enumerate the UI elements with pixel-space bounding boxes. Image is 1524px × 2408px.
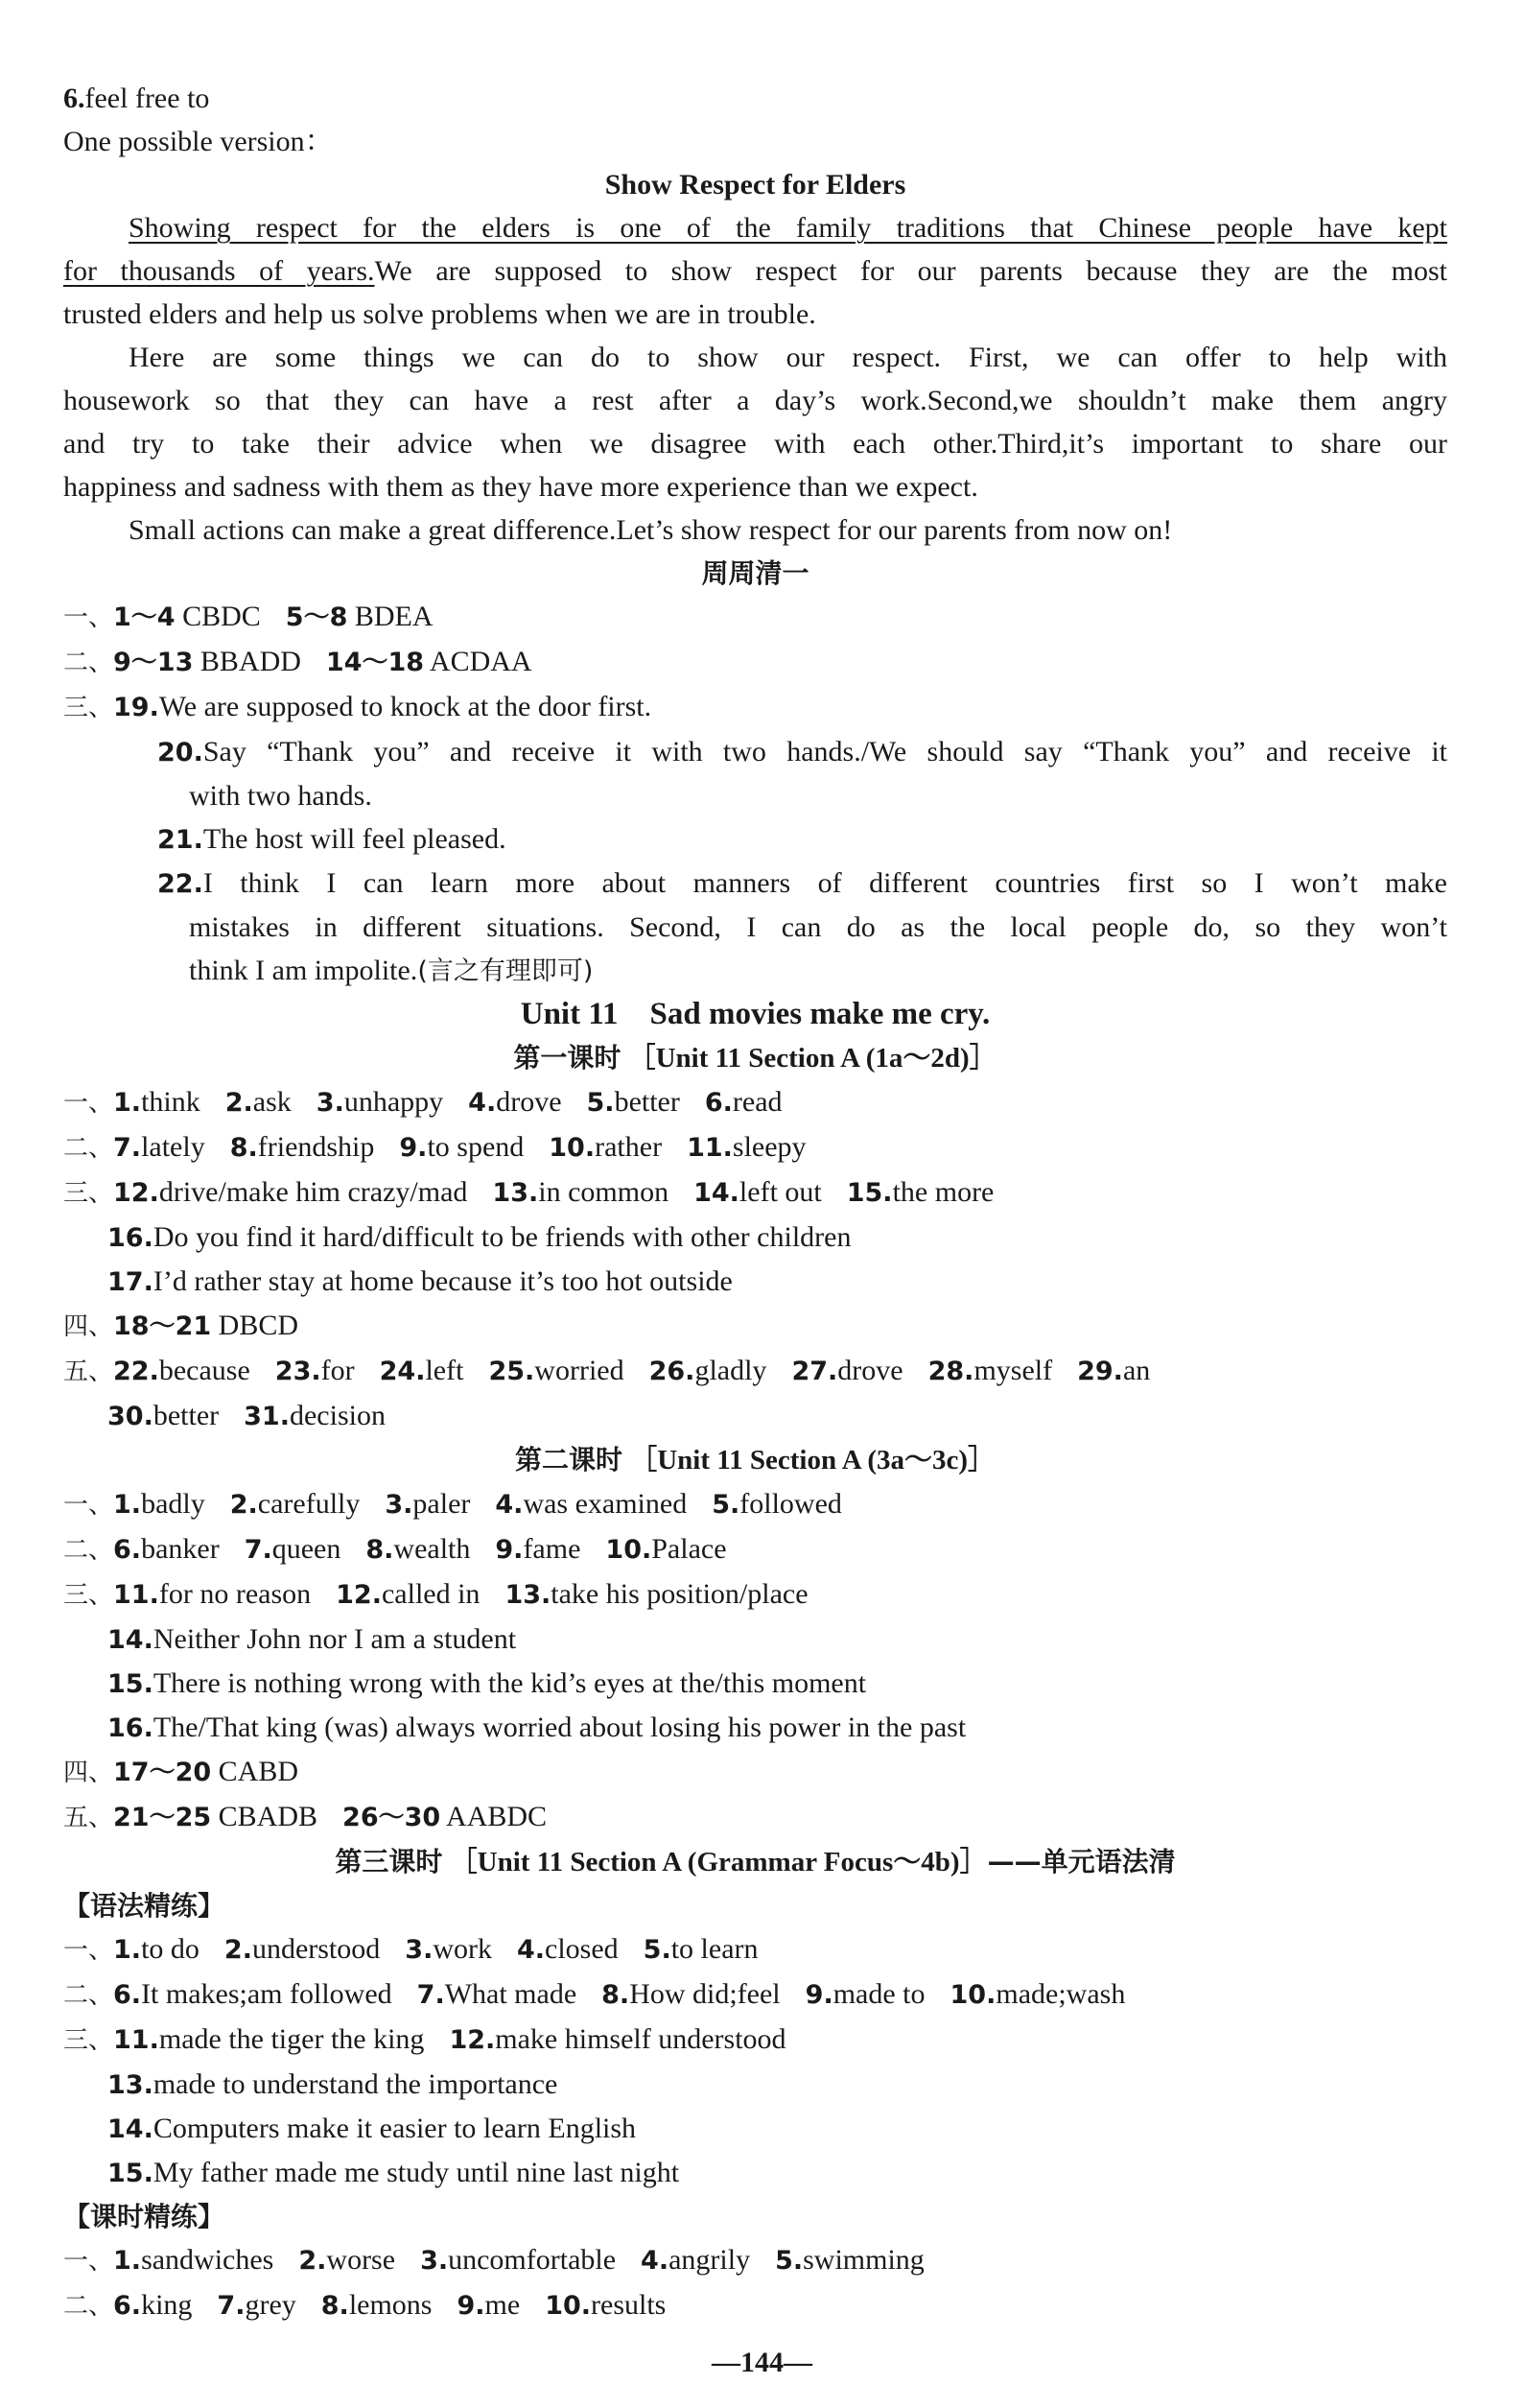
- answer-text: me: [484, 2289, 521, 2321]
- answer-text: made;wash: [996, 1978, 1126, 2010]
- answer-item: [113, 1533, 220, 1565]
- lesson-2-row-2: 二、6.banker 7.queen 8.wealth 9.fame 10.Palace: [63, 1533, 727, 1565]
- answer-item: [230, 1131, 375, 1163]
- answer-item: [687, 1131, 806, 1163]
- answer-item: [317, 1086, 443, 1118]
- answer-item: [113, 1176, 467, 1208]
- answer-number: 14.: [693, 1178, 739, 1208]
- answer-number: 5.: [775, 2246, 804, 2276]
- answer-text: badly: [141, 1488, 205, 1520]
- answer-number: 6.: [704, 1088, 733, 1118]
- answer-number: 10.: [545, 2291, 592, 2321]
- weekly-q20-line-2: with two hands.: [189, 780, 372, 812]
- lesson-2-row-3: 三、11.for no reason 12.called in 13.take his position/place: [63, 1578, 809, 1610]
- answer-number: 23.: [274, 1357, 321, 1386]
- answer-text: better: [152, 1400, 220, 1431]
- grammar-practice-label: 【语法精练】: [63, 1890, 225, 1922]
- answer-item: [950, 1978, 1126, 2010]
- answer-number: 6.: [113, 2291, 142, 2321]
- answer-text: was examined: [523, 1488, 688, 1520]
- weekly-heading: 周周清一: [701, 557, 809, 589]
- answer-text: angrily: [668, 2244, 751, 2276]
- answer-number: 12.: [113, 1178, 159, 1208]
- answer-number: 27.: [791, 1357, 838, 1386]
- answer-item: [1077, 1355, 1150, 1386]
- lesson-3-practice-row-2: 二、6.king 7.grey 8.lemons 9.me 10.results: [63, 2289, 667, 2321]
- answer-text: read: [732, 1086, 783, 1118]
- answer-item: [417, 1978, 576, 2010]
- lesson-3-grammar-row-3: 三、11.made the tiger the king 12.make himself understood: [63, 2023, 786, 2055]
- essay-title: Show Respect for Elders: [604, 169, 906, 201]
- intro-line-2: One possible version：: [63, 126, 334, 157]
- answer-number: 11.: [113, 2025, 159, 2055]
- answer-item: [217, 2289, 295, 2321]
- answer-text: queen: [271, 1533, 341, 1565]
- answer-number: 4.: [495, 1490, 524, 1520]
- answer-text: decision: [289, 1400, 386, 1431]
- answer-text: because: [158, 1355, 250, 1386]
- answer-text: in common: [538, 1176, 669, 1208]
- essay-p1-line-3: trusted elders and help us solve problems when we are in trouble.: [63, 298, 816, 330]
- answer-text: to learn: [670, 1933, 759, 1965]
- answer-text: understood: [251, 1933, 381, 1965]
- unit-title: Unit 11 Sad movies make me cry.: [520, 997, 991, 1031]
- page-number: —144—: [712, 2347, 812, 2378]
- weekly-q20-line-1: 20.Say “Thank you” and receive it with two hands./We should say “Thank you” and receive it: [157, 736, 1447, 767]
- answer-number: 3.: [316, 1088, 344, 1118]
- lesson-3-grammar-row-2: 二、6.It makes;am followed 7.What made 8.How did;feel 9.made to 10.made;wash: [63, 1978, 1126, 2010]
- answer-item: [517, 1933, 619, 1965]
- answer-number: 9.: [399, 1133, 428, 1163]
- answer-text: unhappy: [343, 1086, 444, 1118]
- answer-item: [495, 1488, 687, 1520]
- answer-number: 10.: [549, 1133, 596, 1163]
- answer-item: [641, 2244, 750, 2276]
- lesson-1-title: 第一课时 ［Unit 11 Section A (1a～2d)］: [513, 1042, 997, 1074]
- answer-number: 28.: [927, 1357, 974, 1386]
- answer-text: How did;feel: [629, 1978, 781, 2010]
- answer-text: for: [320, 1355, 355, 1386]
- answer-number: 1.: [113, 1088, 142, 1118]
- answer-item: [275, 1355, 355, 1386]
- answer-text: lemons: [348, 2289, 433, 2321]
- answer-item: [224, 1933, 380, 1965]
- answer-text: closed: [545, 1933, 619, 1965]
- answer-number: 6.: [113, 1980, 142, 2010]
- answer-text: work: [433, 1933, 492, 1965]
- answer-text: wealth: [393, 1533, 471, 1565]
- answer-number: 3.: [420, 2246, 449, 2276]
- answer-text: left out: [739, 1176, 822, 1208]
- answer-text: paler: [412, 1488, 471, 1520]
- answer-number: 7.: [244, 1535, 272, 1565]
- answer-text: take his position/place: [551, 1578, 809, 1610]
- lesson-2-q15: 15.There is nothing wrong with the kid’s eyes at the/this moment: [107, 1667, 867, 1699]
- answer-number: 3.: [385, 1490, 413, 1520]
- answer-item: [488, 1355, 623, 1386]
- answer-item: [385, 1488, 470, 1520]
- answer-item: [649, 1355, 767, 1386]
- answer-number: 10.: [605, 1535, 652, 1565]
- lesson-3-grammar-row-1: 一、1.to do 2.understood 3.work 4.closed 5.to learn: [63, 1933, 759, 1965]
- answer-text: drove: [837, 1355, 903, 1386]
- answer-number: 4.: [516, 1935, 546, 1965]
- answer-text: ask: [252, 1086, 292, 1118]
- answer-number: 26.: [648, 1357, 695, 1386]
- answer-item: [806, 1978, 926, 2010]
- answer-item: [230, 1488, 361, 1520]
- answer-item: [113, 1488, 205, 1520]
- answer-item: [245, 1533, 341, 1565]
- answer-number: 4.: [468, 1088, 497, 1118]
- answer-number: 9.: [457, 2291, 485, 2321]
- answer-number: 31.: [244, 1402, 290, 1431]
- answer-item: [847, 1176, 995, 1208]
- lesson-2-title: 第二课时 ［Unit 11 Section A (3a～3c)］: [514, 1444, 996, 1475]
- answer-item: [705, 1086, 783, 1118]
- answer-item: [113, 1978, 392, 2010]
- answer-item: [492, 1176, 668, 1208]
- answer-item: [113, 2023, 424, 2055]
- answer-number: 13.: [504, 1580, 551, 1610]
- answer-item: [113, 1355, 250, 1386]
- answer-item: [113, 1933, 199, 1965]
- answer-number: 2.: [229, 1490, 258, 1520]
- answer-text: make himself understood: [495, 2023, 786, 2055]
- lesson-1-q17: 17.I’d rather stay at home because it’s too hot outside: [107, 1265, 733, 1297]
- answer-item: [113, 1086, 200, 1118]
- essay-p3: Small actions can make a great difference.Let’s show respect for our parents from now on!: [129, 514, 1173, 546]
- lesson-2-row-1: 一、1.badly 2.carefully 3.paler 4.was examined 5.followed: [63, 1488, 842, 1520]
- weekly-q22-line-2: mistakes in different situations. Second, I can do as the local people do, so they won’t: [189, 911, 1447, 943]
- answer-item: [928, 1355, 1053, 1386]
- answer-text: king: [141, 2289, 193, 2321]
- answer-text: an: [1122, 1355, 1151, 1386]
- answer-text: to do: [141, 1933, 199, 1965]
- answer-item: [468, 1086, 561, 1118]
- answer-number: 3.: [405, 1935, 434, 1965]
- answer-text: swimming: [803, 2244, 925, 2276]
- answer-number: 7.: [217, 2291, 246, 2321]
- answer-item: [321, 2289, 433, 2321]
- answer-item: [420, 2244, 616, 2276]
- answer-text: Palace: [651, 1533, 727, 1565]
- answer-number: 2.: [224, 1088, 253, 1118]
- answer-number: 5.: [643, 1935, 671, 1965]
- lesson-1-q16: 16.Do you find it hard/difficult to be friends with other children: [107, 1221, 852, 1253]
- answer-number: 8.: [320, 2291, 349, 2321]
- answer-text: followed: [739, 1488, 842, 1520]
- answer-item: [457, 2289, 520, 2321]
- lesson-1-row-3: 三、12.drive/make him crazy/mad 13.in common 14.left out 15.the more: [63, 1176, 995, 1208]
- lesson-1-row-5: 五、22.because 23.for 24.left 25.worried 26.gladly 27.drove 28.myself 29.an: [63, 1355, 1151, 1386]
- answer-number: 11.: [113, 1580, 159, 1610]
- answer-number: 2.: [223, 1935, 252, 1965]
- answer-number: 15.: [846, 1178, 893, 1208]
- answer-number: 7.: [113, 1133, 142, 1163]
- answer-text: banker: [141, 1533, 220, 1565]
- answer-text: called in: [381, 1578, 481, 1610]
- lesson-3-practice-row-1: 一、1.sandwiches 2.worse 3.uncomfortable 4.angrily 5.swimming: [63, 2244, 925, 2276]
- answer-text: made to: [832, 1978, 926, 2010]
- answer-item: [113, 2289, 192, 2321]
- answer-item: [107, 1400, 219, 1431]
- answer-text: to spend: [427, 1131, 525, 1163]
- answer-number: 6.: [113, 1535, 142, 1565]
- lesson-2-row-4: 四、17～20 CABD: [63, 1756, 299, 1787]
- answer-item: [405, 1933, 492, 1965]
- lesson-2-q14: 14.Neither John nor I am a student: [107, 1623, 517, 1655]
- answer-text: lately: [141, 1131, 205, 1163]
- essay-p1-line-1: Showing respect for the elders is one of the family traditions that Chinese people have kept: [129, 212, 1447, 244]
- answer-number: 30.: [107, 1402, 153, 1431]
- answer-text: gladly: [694, 1355, 767, 1386]
- lesson-1-row-1: 一、1.think 2.ask 3.unhappy 4.drove 5.better 6.read: [63, 1086, 783, 1118]
- answer-number: 25.: [488, 1357, 535, 1386]
- answer-number: 1.: [113, 2246, 142, 2276]
- answer-number: 2.: [298, 2246, 327, 2276]
- answer-number: 11.: [687, 1133, 733, 1163]
- answer-item: [605, 1533, 726, 1565]
- answer-item: [693, 1176, 822, 1208]
- answer-item: [495, 1533, 580, 1565]
- answer-text: fame: [523, 1533, 581, 1565]
- essay-p2-line-4: happiness and sadness with them as they have more experience than we expect.: [63, 471, 978, 503]
- answer-text: better: [614, 1086, 680, 1118]
- essay-p2-line-1: Here are some things we can do to show our respect. First, we can offer to help with: [129, 342, 1447, 373]
- answer-item: [791, 1355, 903, 1386]
- intro-line-1: 6.feel free to: [63, 83, 210, 114]
- answer-text: uncomfortable: [448, 2244, 617, 2276]
- answer-item: [775, 2244, 925, 2276]
- lesson-1-row-4: 四、18～21 DBCD: [63, 1310, 299, 1341]
- answer-number: 8.: [365, 1535, 394, 1565]
- lesson-3-q14: 14.Computers make it easier to learn English: [107, 2113, 637, 2144]
- essay-p1-line-2: for thousands of years.We are supposed to show respect for our parents because they are the most: [63, 255, 1447, 287]
- lesson-1-row-5b: [63, 1394, 1447, 1438]
- answer-number: 1.: [113, 1490, 142, 1520]
- lesson-3-q13: 13.made to understand the importance: [107, 2068, 558, 2100]
- answer-number: 9.: [805, 1980, 833, 2010]
- answer-number: 8.: [601, 1980, 630, 2010]
- answer-item: [545, 2289, 666, 2321]
- lesson-3-q15: 15.My father made me study until nine last night: [107, 2157, 680, 2188]
- answer-text: myself: [973, 1355, 1053, 1386]
- answer-text: sandwiches: [141, 2244, 274, 2276]
- lesson-3-title: 第三课时 ［Unit 11 Section A (Grammar Focus～4b)］——单元语法清: [335, 1846, 1176, 1877]
- answer-text: rather: [595, 1131, 663, 1163]
- answer-text: sleepy: [732, 1131, 807, 1163]
- answer-item: [380, 1355, 464, 1386]
- answer-item: [113, 2244, 273, 2276]
- answer-number: 12.: [449, 2025, 496, 2055]
- answer-item: [399, 1131, 524, 1163]
- answer-number: 4.: [641, 2246, 669, 2276]
- answer-item: [113, 1578, 311, 1610]
- answer-item: [712, 1488, 842, 1520]
- answer-text: worse: [326, 2244, 396, 2276]
- answer-number: 9.: [495, 1535, 524, 1565]
- answer-text: drive/make him crazy/mad: [158, 1176, 468, 1208]
- answer-number: 13.: [492, 1178, 539, 1208]
- weekly-q22-line-3: think I am impolite.(言之有理即可): [189, 955, 594, 986]
- answer-item: [298, 2244, 395, 2276]
- answer-item: [113, 1131, 205, 1163]
- lesson-2-row-5: 五、21～25 CBADB 26～30 AABDC: [63, 1801, 548, 1832]
- weekly-row-1: 一、1～4 CBDC 5～8 BDEA: [63, 601, 434, 632]
- answer-text: It makes;am followed: [141, 1978, 392, 2010]
- answer-item: [587, 1086, 680, 1118]
- answer-text: made the tiger the king: [158, 2023, 425, 2055]
- answer-text: What made: [444, 1978, 577, 2010]
- answer-text: left: [425, 1355, 464, 1386]
- answer-item: [365, 1533, 470, 1565]
- essay-p2-line-2: housework so that they can have a rest after a day’s work.Second,we shouldn’t make them angry: [63, 385, 1447, 416]
- answer-item: [336, 1578, 480, 1610]
- answer-number: 24.: [379, 1357, 426, 1386]
- lesson-practice-label: 【课时精练】: [63, 2201, 225, 2232]
- answer-item: [644, 1933, 759, 1965]
- answer-number: 29.: [1077, 1357, 1123, 1386]
- answer-item: [244, 1400, 386, 1431]
- answer-text: carefully: [257, 1488, 361, 1520]
- essay-p2-line-3: and try to take their advice when we disagree with each other.Third,it’s important to share our: [63, 428, 1447, 460]
- answer-text: results: [591, 2289, 667, 2321]
- answer-item: [504, 1578, 808, 1610]
- weekly-row-2: 二、9～13 BBADD 14～18 ACDAA: [63, 646, 532, 677]
- answer-text: worried: [534, 1355, 624, 1386]
- answer-text: think: [141, 1086, 200, 1118]
- answer-text: for no reason: [158, 1578, 312, 1610]
- answer-number: 8.: [229, 1133, 258, 1163]
- answer-number: 1.: [113, 1935, 142, 1965]
- weekly-q21: 21.The host will feel pleased.: [157, 823, 506, 855]
- answer-text: the more: [892, 1176, 995, 1208]
- answer-text: drove: [496, 1086, 562, 1118]
- answer-item: [601, 1978, 781, 2010]
- answer-item: [225, 1086, 292, 1118]
- answer-number: 5.: [586, 1088, 615, 1118]
- answer-item: [449, 2023, 785, 2055]
- answer-number: 22.: [113, 1357, 159, 1386]
- lesson-2-q16: 16.The/That king (was) always worried about losing his power in the past: [107, 1712, 967, 1743]
- lesson-1-row-2: 二、7.lately 8.friendship 9.to spend 10.rather 11.sleepy: [63, 1131, 807, 1163]
- answer-number: 7.: [416, 1980, 445, 2010]
- answer-text: grey: [245, 2289, 296, 2321]
- weekly-q19: 三、19.We are supposed to knock at the door first.: [63, 691, 652, 722]
- answer-item: [549, 1131, 662, 1163]
- weekly-q22-line-1: 22.I think I can learn more about manners of different countries first so I won’t make: [157, 867, 1447, 899]
- answer-number: 10.: [950, 1980, 996, 2010]
- answer-number: 12.: [336, 1580, 382, 1610]
- answer-text: friendship: [257, 1131, 375, 1163]
- answer-number: 5.: [712, 1490, 740, 1520]
